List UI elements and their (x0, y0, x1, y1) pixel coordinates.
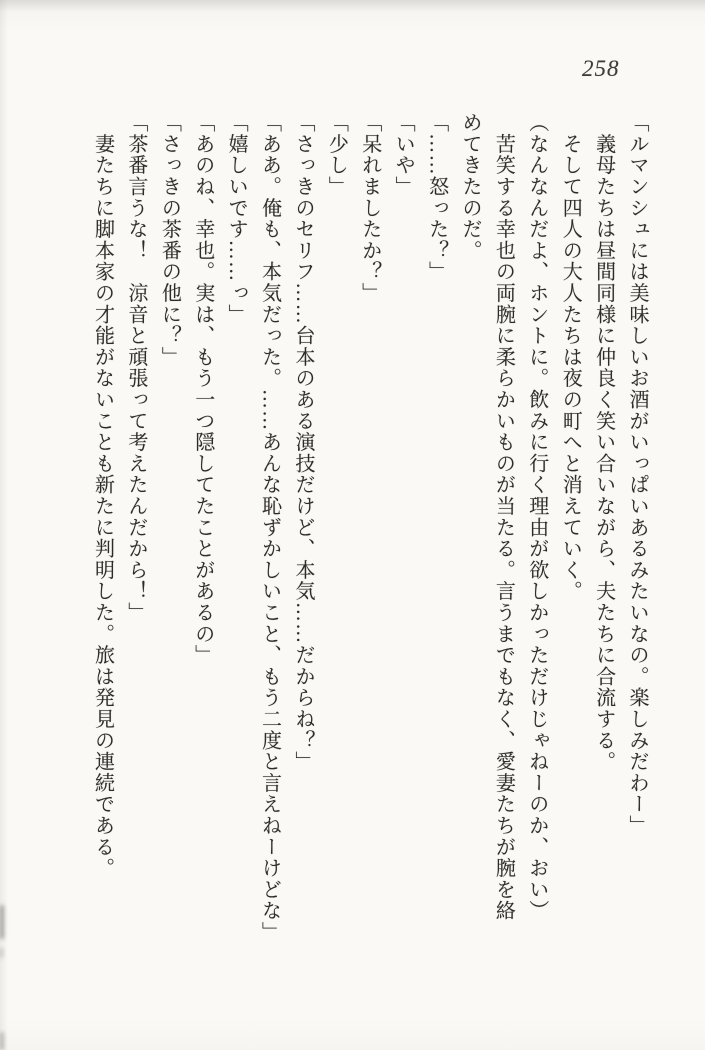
page-number: 258 (582, 56, 620, 81)
text-line: （なんなんだよ、ホントに。飲みに行く理由が欲しかっただけじゃねーのか、おい） (525, 112, 548, 922)
text-line: 「さっきの茶番の他に？」 (158, 112, 181, 368)
text-line: 「あのね、幸也。実は、もう一つ隠してたことがあるの」 (191, 112, 214, 666)
text-line: 苦笑する幸也の両腕に柔らかいものが当たる。言うまでもなく、愛妻たちが腕を絡 (492, 112, 515, 922)
text-line: 妻たちに脚本家の才能がないことも新たに判明した。旅は発見の連続である。 (91, 112, 114, 879)
scan-edge-shadow-left (0, 0, 8, 1050)
text-line: 「いや」 (392, 112, 415, 198)
text-line: 「ああ。俺も、本気だった。……あんな恥ずかしいこと、もう二度と言えねーけどな」 (258, 112, 281, 943)
scan-artifact (0, 905, 4, 939)
text-line: そして四人の大人たちは夜の町へと消えていく。 (559, 112, 582, 602)
text-line: 「茶番言うな！ 涼音と頑張って考えたんだから！」 (124, 112, 147, 624)
text-line: 「嬉しいです……っ」 (225, 112, 248, 325)
scan-artifact (0, 1032, 4, 1050)
text-line: 「ルマンシュには美味しいお酒がいっぱいあるみたいなの。楽しみだわー」 (626, 112, 648, 837)
text-line: 「……怒った？」 (425, 112, 448, 283)
text-line: 「少し」 (325, 112, 348, 198)
text-line: 「さっきのセリフ……台本のある演技だけど、本気……だからね？」 (291, 112, 314, 773)
scan-edge-shadow-top (0, 0, 705, 12)
text-line: 義母たちは昼間同様に仲良く笑い合いながら、夫たちに合流する。 (592, 112, 615, 773)
vertical-text-block (85, 112, 653, 964)
scan-artifact (0, 948, 3, 958)
text-line: 「呆れましたか？」 (358, 112, 381, 304)
text-line: めてきたのだ。 (458, 112, 481, 262)
